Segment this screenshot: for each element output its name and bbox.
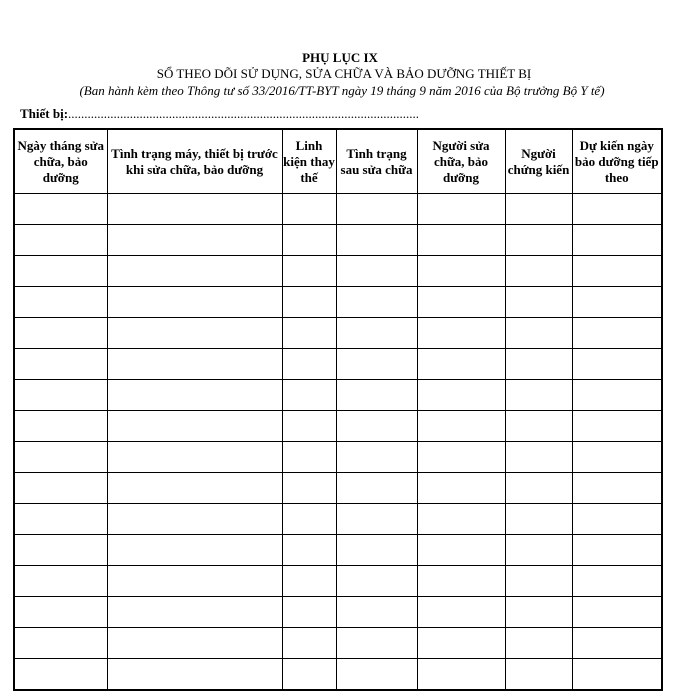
table-cell[interactable] xyxy=(572,659,662,691)
table-cell[interactable] xyxy=(417,349,505,380)
table-cell[interactable] xyxy=(282,659,336,691)
table-row xyxy=(14,287,662,318)
table-cell[interactable] xyxy=(417,318,505,349)
table-cell[interactable] xyxy=(417,659,505,691)
header-row xyxy=(14,129,662,194)
header-repairer: Người sửa chữa, bảo dưỡng xyxy=(417,129,505,194)
table-cell[interactable] xyxy=(505,380,572,411)
table-row xyxy=(14,535,662,566)
table-cell[interactable] xyxy=(14,473,107,504)
device-label: Thiết bị: xyxy=(20,106,69,121)
table-cell[interactable] xyxy=(14,566,107,597)
table-body xyxy=(14,194,662,691)
table-cell[interactable] xyxy=(572,194,662,225)
table-cell[interactable] xyxy=(282,411,336,442)
table-cell[interactable] xyxy=(572,225,662,256)
table-cell[interactable] xyxy=(107,225,282,256)
table-cell[interactable] xyxy=(14,659,107,691)
table-cell[interactable] xyxy=(336,194,417,225)
table-cell[interactable] xyxy=(417,535,505,566)
table-cell[interactable] xyxy=(505,504,572,535)
table-cell[interactable] xyxy=(282,194,336,225)
table-cell[interactable] xyxy=(336,628,417,659)
table-cell[interactable] xyxy=(282,225,336,256)
table-cell[interactable] xyxy=(572,535,662,566)
table-cell[interactable] xyxy=(572,566,662,597)
table-cell[interactable] xyxy=(14,349,107,380)
table-cell[interactable] xyxy=(505,442,572,473)
table-row xyxy=(14,473,662,504)
table-cell[interactable] xyxy=(336,535,417,566)
table-row xyxy=(14,411,662,442)
table-cell[interactable] xyxy=(282,349,336,380)
table-cell[interactable] xyxy=(107,256,282,287)
table-cell[interactable] xyxy=(14,504,107,535)
table-cell[interactable] xyxy=(14,287,107,318)
main-title: SỔ THEO DÕI SỬ DỤNG, SỬA CHỮA VÀ BẢO DƯỠNG THIẾT BỊ xyxy=(156,66,532,81)
table-cell[interactable] xyxy=(282,504,336,535)
table-cell[interactable] xyxy=(282,597,336,628)
table-cell[interactable] xyxy=(107,442,282,473)
table-cell[interactable] xyxy=(107,411,282,442)
table-cell[interactable] xyxy=(572,349,662,380)
table-cell[interactable] xyxy=(336,504,417,535)
table-cell[interactable] xyxy=(336,411,417,442)
table-cell[interactable] xyxy=(417,566,505,597)
table-cell[interactable] xyxy=(505,194,572,225)
table-cell[interactable] xyxy=(282,287,336,318)
table-cell[interactable] xyxy=(107,287,282,318)
table-cell[interactable] xyxy=(107,504,282,535)
table-cell[interactable] xyxy=(336,473,417,504)
table-cell[interactable] xyxy=(282,535,336,566)
table-cell[interactable] xyxy=(107,194,282,225)
table-cell[interactable] xyxy=(336,318,417,349)
table-cell[interactable] xyxy=(417,628,505,659)
table-cell[interactable] xyxy=(14,194,107,225)
table-row xyxy=(14,597,662,628)
table-cell[interactable] xyxy=(417,473,505,504)
table-cell[interactable] xyxy=(505,256,572,287)
maintenance-log-table xyxy=(13,128,663,691)
table-cell[interactable] xyxy=(417,411,505,442)
table-cell[interactable] xyxy=(107,628,282,659)
table-cell[interactable] xyxy=(417,194,505,225)
table-cell[interactable] xyxy=(572,380,662,411)
table-cell[interactable] xyxy=(505,473,572,504)
table-cell[interactable] xyxy=(282,566,336,597)
device-value-field[interactable]: ............................................................................................................ xyxy=(68,106,420,121)
header-date: Ngày tháng sửa chữa, bảo dưỡng xyxy=(14,129,107,194)
table-cell[interactable] xyxy=(14,411,107,442)
table-cell[interactable] xyxy=(107,380,282,411)
table-cell[interactable] xyxy=(417,225,505,256)
table-cell[interactable] xyxy=(505,566,572,597)
table-cell[interactable] xyxy=(282,628,336,659)
table-cell[interactable] xyxy=(336,566,417,597)
table-cell[interactable] xyxy=(336,349,417,380)
table-cell[interactable] xyxy=(14,628,107,659)
table-row xyxy=(14,380,662,411)
table-row xyxy=(14,442,662,473)
table-cell[interactable] xyxy=(14,256,107,287)
table-cell[interactable] xyxy=(14,318,107,349)
table-cell[interactable] xyxy=(572,597,662,628)
table-cell[interactable] xyxy=(417,504,505,535)
table-cell[interactable] xyxy=(336,442,417,473)
table-row xyxy=(14,628,662,659)
table-cell[interactable] xyxy=(107,597,282,628)
table-cell[interactable] xyxy=(336,380,417,411)
table-cell[interactable] xyxy=(336,225,417,256)
table-row xyxy=(14,318,662,349)
table-cell[interactable] xyxy=(107,349,282,380)
table-cell[interactable] xyxy=(572,628,662,659)
table-cell[interactable] xyxy=(572,504,662,535)
table-cell[interactable] xyxy=(336,659,417,691)
table-cell[interactable] xyxy=(14,597,107,628)
table-row xyxy=(14,225,662,256)
header-witness: Người chứng kiến xyxy=(505,129,572,194)
table-cell[interactable] xyxy=(336,287,417,318)
table-cell[interactable] xyxy=(107,318,282,349)
table-row xyxy=(14,349,662,380)
table-cell[interactable] xyxy=(572,473,662,504)
table-cell[interactable] xyxy=(505,628,572,659)
table-cell[interactable] xyxy=(282,318,336,349)
table-cell[interactable] xyxy=(282,380,336,411)
table-cell[interactable] xyxy=(505,287,572,318)
table-cell[interactable] xyxy=(336,256,417,287)
table-cell[interactable] xyxy=(282,442,336,473)
table-cell[interactable] xyxy=(417,380,505,411)
table-cell[interactable] xyxy=(107,566,282,597)
subtitle: (Ban hành kèm theo Thông tư số 33/2016/TT-BYT ngày 19 tháng 9 năm 2016 của Bộ trưởng Bộ Y tế) xyxy=(79,83,605,98)
table-row xyxy=(14,659,662,691)
table-row xyxy=(14,256,662,287)
table-cell[interactable] xyxy=(505,411,572,442)
header-condition-after: Tình trạng sau sửa chữa xyxy=(336,129,417,194)
table-cell[interactable] xyxy=(14,535,107,566)
table-cell[interactable] xyxy=(14,225,107,256)
table-cell[interactable] xyxy=(417,256,505,287)
table-cell[interactable] xyxy=(417,597,505,628)
table-row xyxy=(14,566,662,597)
header-replaced-parts: Linh kiện thay thế xyxy=(282,129,336,194)
table-cell[interactable] xyxy=(505,318,572,349)
table-cell[interactable] xyxy=(572,318,662,349)
table-row xyxy=(14,504,662,535)
table-cell[interactable] xyxy=(572,442,662,473)
header-next-maintenance: Dự kiến ngày bảo dưỡng tiếp theo xyxy=(572,129,662,194)
table-cell[interactable] xyxy=(572,287,662,318)
table-cell[interactable] xyxy=(505,597,572,628)
table-cell[interactable] xyxy=(107,473,282,504)
table-cell[interactable] xyxy=(417,442,505,473)
table-cell[interactable] xyxy=(107,659,282,691)
table-cell[interactable] xyxy=(505,225,572,256)
table-row xyxy=(14,194,662,225)
table-cell[interactable] xyxy=(572,256,662,287)
table-cell[interactable] xyxy=(282,256,336,287)
table-cell[interactable] xyxy=(107,535,282,566)
table-cell[interactable] xyxy=(505,349,572,380)
table-cell[interactable] xyxy=(282,473,336,504)
table-cell[interactable] xyxy=(417,287,505,318)
device-line xyxy=(20,106,419,122)
table-cell[interactable] xyxy=(572,411,662,442)
table-cell[interactable] xyxy=(14,442,107,473)
table-cell[interactable] xyxy=(505,535,572,566)
appendix-title: PHỤ LỤC IX xyxy=(302,50,378,65)
table-cell[interactable] xyxy=(505,659,572,691)
header-condition-before: Tình trạng máy, thiết bị trước khi sửa chữa, bảo dưỡng xyxy=(107,129,282,194)
table-cell[interactable] xyxy=(14,380,107,411)
table-cell[interactable] xyxy=(336,597,417,628)
